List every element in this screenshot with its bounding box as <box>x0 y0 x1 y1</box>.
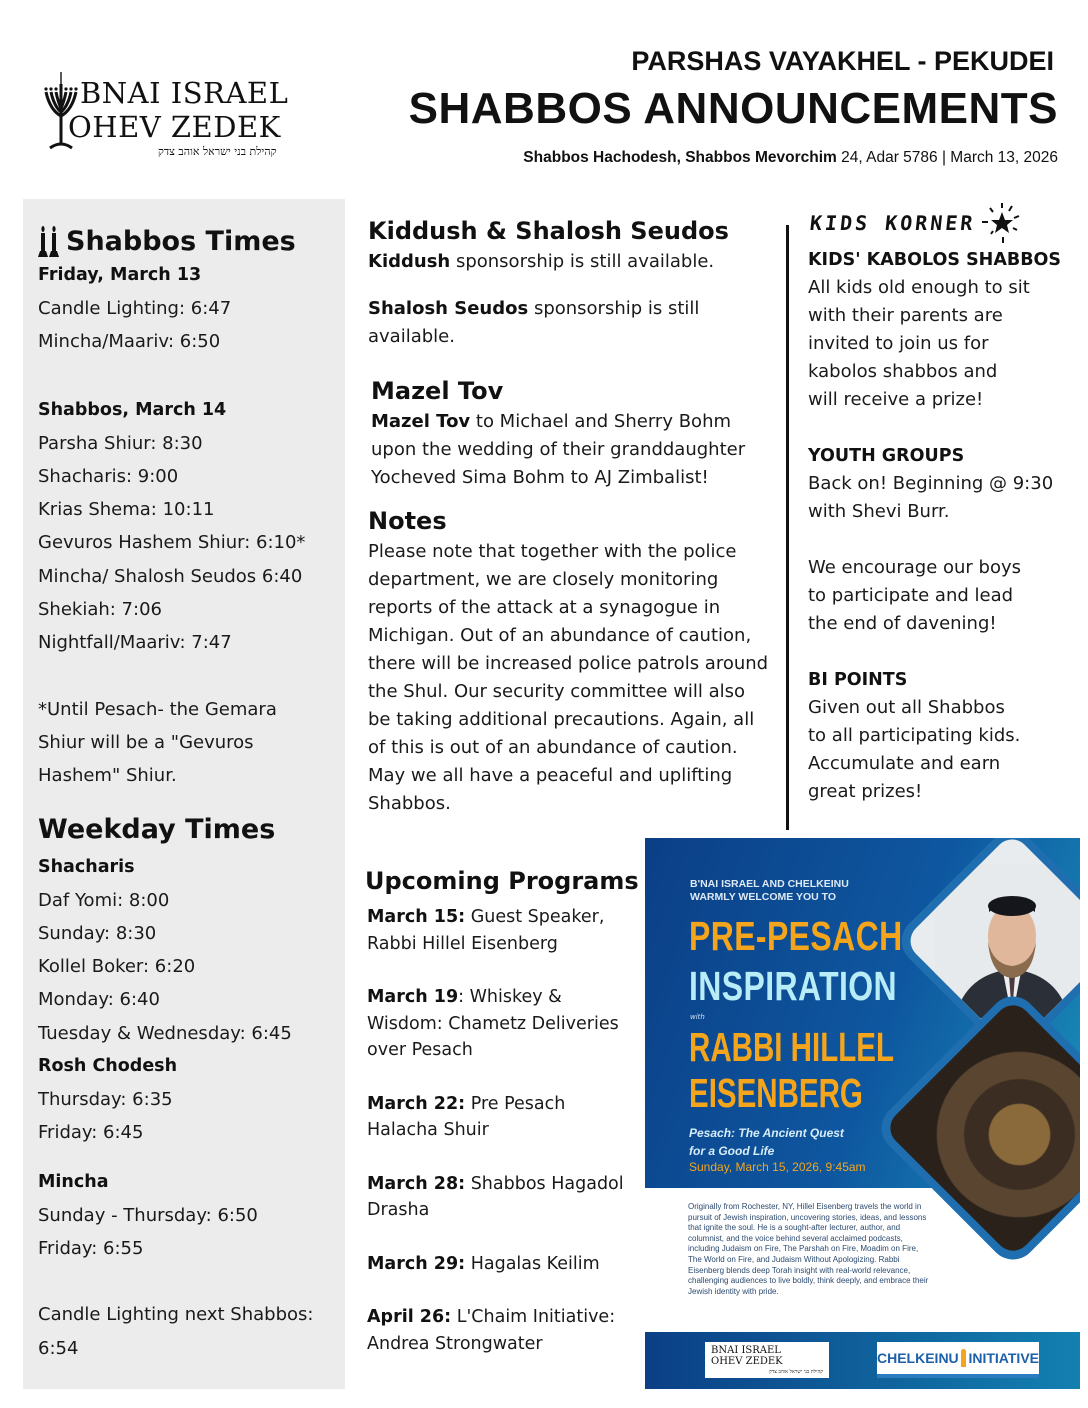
kiddush-rest: sponsorship is still available. <box>450 251 715 272</box>
flyer-logo-line: BNAI ISRAEL <box>711 1345 781 1356</box>
kiddush-text <box>368 248 773 276</box>
program-date: March 19 <box>367 987 459 1007</box>
kids-line: Given out all Shabbos <box>808 697 1005 718</box>
youth-heading: YOUTH GROUPS <box>808 446 965 466</box>
footnote-line: Hashem" Shiur. <box>38 765 177 787</box>
column-divider <box>786 225 789 830</box>
upcoming-programs <box>365 862 640 1384</box>
next-candle-line: Candle Lighting next Shabbos: <box>38 1304 314 1326</box>
page-title: SHABBOS ANNOUNCEMENTS <box>408 84 1058 133</box>
mazel-tov-heading: Mazel Tov <box>371 377 504 405</box>
kids-line: the end of davening! <box>808 613 997 634</box>
mazel-tov-rest: to Michael and Sherry Bohm upon the wedding of their granddaughter Yocheved Sima Bohm to AJ Zimbalist! <box>371 411 746 488</box>
program-item <box>365 904 640 957</box>
time-line: Shacharis: 9:00 <box>38 465 179 487</box>
flyer-bnai-israel-logo <box>705 1342 829 1378</box>
flyer-banner <box>645 838 1080 1188</box>
flyer-talk-title <box>689 1124 844 1160</box>
announcements-column <box>368 215 773 818</box>
flyer-welcome <box>690 878 849 904</box>
kids-korner-title <box>808 200 1083 246</box>
program-text: L'Chaim Initiative: Andrea Strongwater <box>367 1307 616 1354</box>
shabbos-day-heading: Shabbos, March 14 <box>38 399 227 420</box>
kids-line: Accumulate and earn <box>808 753 1001 774</box>
flyer-title-1: PRE-PESACH <box>689 913 903 959</box>
friday-heading: Friday, March 13 <box>38 265 202 285</box>
logo-line-2: OHEV ZEDEK <box>68 110 281 144</box>
time-line: Candle Lighting: 6:47 <box>38 298 232 319</box>
kids-line: All kids old enough to sit <box>808 277 1030 298</box>
speaker-portrait-icon <box>935 864 1080 1018</box>
kids-line: with their parents are <box>808 305 1003 326</box>
time-line: Mincha/ Shalosh Seudos 6:40 <box>38 565 303 587</box>
star-burst-icon <box>979 200 1025 246</box>
kabolos-heading: KIDS' KABOLOS SHABBOS <box>808 250 1062 270</box>
mazel-tov-text <box>368 408 768 492</box>
kids-line: kabolos shabbos and <box>808 361 998 382</box>
shalosh-seudos-text <box>368 295 713 351</box>
synagogue-logo <box>40 66 330 166</box>
flyer-logo-line: OHEV ZEDEK <box>711 1356 783 1367</box>
flyer-speaker-2: EISENBERG <box>689 1070 863 1116</box>
program-text: Shabbos Hagadol Drasha <box>367 1173 624 1220</box>
mincha-heading: Mincha <box>38 1171 109 1192</box>
program-date: March 28: <box>367 1173 466 1194</box>
time-line: Friday: 6:55 <box>38 1237 144 1259</box>
shabbos-times-title: Shabbos Times <box>66 226 296 257</box>
kids-line: to all participating kids. <box>808 725 1021 746</box>
kids-line: We encourage our boys <box>808 557 1022 578</box>
candles-icon <box>38 226 60 258</box>
kiddush-heading: Kiddush & Shalosh Seudos <box>368 217 729 245</box>
time-line: Daf Yomi: 8:00 <box>38 889 170 911</box>
time-line: Monday: 6:40 <box>38 989 160 1011</box>
rosh-chodesh-heading: Rosh Chodesh <box>38 1056 178 1077</box>
notes-text: Please note that together with the police department, we are closely monitoring reports of the attack at a synagogue in Michigan. Out of an abundance of caution, there will be increased police patrols around the Shul. Our security committee will also be taking additional precautions. Again, all of this is out of an abundance of caution. May we all have a peaceful and uplifting Shabbos. <box>368 541 769 814</box>
upcoming-heading: Upcoming Programs <box>365 867 639 895</box>
program-item <box>365 1091 640 1144</box>
parsha-title: PARSHAS VAYAKHEL - PEKUDEI <box>631 46 1054 76</box>
program-date: March 15: <box>367 907 466 927</box>
kids-line: to participate and lead <box>808 585 1014 606</box>
flyer-bio: Originally from Rochester, NY, Hillel Eisenberg travels the world in pursuit of Jewish inspiration, uncovering stories, ideas, and lessons that ignite the soul. He is a sought-after lecturer, author, and columnist, and the voice behind several acclaimed podcasts, including Judaism on Fire, The Parshah on Fire, Moadim on Fire, The World on Fire, and Judaism Without Apologizing. Rabbi Eisenberg blends deep Torah insight with real-world relevance, challenging audiences to live boldly, think deeply, and embrace their Jewish identity with pride. <box>688 1202 929 1296</box>
time-line: Sunday: 8:30 <box>38 922 157 944</box>
time-line: Friday: 6:45 <box>38 1122 144 1144</box>
program-item <box>365 1251 640 1278</box>
kids-line: Back on! Beginning @ 9:30 <box>808 473 1054 494</box>
program-item <box>365 1304 640 1357</box>
flyer-date: Sunday, March 15, 2026, 9:45am <box>689 1160 866 1174</box>
subtitle-bold: Shabbos Hachodesh, Shabbos Mevorchim <box>523 149 837 166</box>
weekday-times-heading: Weekday Times <box>38 813 276 845</box>
flyer-chelkeinu-logo <box>877 1342 1039 1378</box>
notes-heading: Notes <box>368 507 447 535</box>
time-line: Tuesday & Wednesday: 6:45 <box>38 1022 292 1044</box>
people-icon <box>961 1349 967 1367</box>
time-line: Thursday: 6:35 <box>38 1089 173 1111</box>
flyer-with: with <box>690 1013 705 1021</box>
footnote-line: Shiur will be a "Gevuros <box>38 731 254 753</box>
flyer-talk-line: Pesach: The Ancient Quest <box>689 1126 844 1140</box>
mazel-tov-bold: Mazel Tov <box>371 411 471 432</box>
flyer-welcome-line: B'NAI ISRAEL AND CHELKEINU <box>690 878 849 890</box>
time-line: Sunday - Thursday: 6:50 <box>38 1204 258 1226</box>
flyer-speaker-1: RABBI HILLEL <box>689 1024 894 1070</box>
chelkeinu-label: CHELKEINU <box>877 1350 959 1366</box>
time-line: Parsha Shiur: 8:30 <box>38 432 203 454</box>
time-line: Gevuros Hashem Shiur: 6:10* <box>38 532 306 554</box>
kids-korner-label: KIDS KORNER <box>808 211 977 235</box>
time-line: Kollel Boker: 6:20 <box>38 956 196 978</box>
program-item <box>365 984 640 1064</box>
program-text: Hagalas Keilim <box>465 1253 600 1274</box>
time-line: Krias Shema: 10:11 <box>38 499 215 521</box>
flyer-footer <box>645 1332 1080 1389</box>
footnote-line: *Until Pesach- the Gemara <box>38 698 277 720</box>
shalosh-seudos-rest: sponsorship is still available. <box>368 298 700 347</box>
times-sidebar <box>23 199 345 1389</box>
kids-line: great prizes! <box>808 781 923 802</box>
kids-line: with Shevi Burr. <box>808 501 950 522</box>
shacharis-heading: Shacharis <box>38 856 135 877</box>
flyer-title-2: INSPIRATION <box>689 963 898 1009</box>
kids-korner <box>808 200 1080 806</box>
program-text: Guest Speaker, Rabbi Hillel Eisenberg <box>367 907 605 954</box>
time-line: Nightfall/Maariv: 7:47 <box>38 632 232 654</box>
kiddush-bold: Kiddush <box>368 251 451 272</box>
program-date: March 29: <box>367 1253 466 1274</box>
program-text: : Whiskey & Wisdom: Chametz Deliveries over Pesach <box>367 987 619 1060</box>
program-date: April 26: <box>367 1307 452 1327</box>
flyer-logo-hebrew: קהילת בני ישראל אוהב צדק <box>769 1369 823 1375</box>
shalosh-seudos-bold: Shalosh Seudos <box>368 298 529 319</box>
program-item <box>365 1171 640 1224</box>
flyer-welcome-line: WARMLY WELCOME YOU TO <box>690 891 837 903</box>
shabbos-times-heading <box>38 225 330 259</box>
page-subtitle <box>523 149 1058 167</box>
program-date: March 22: <box>367 1093 466 1114</box>
next-candle-line: 6:54 <box>38 1337 79 1359</box>
logo-line-1: BNAI ISRAEL <box>80 76 289 110</box>
kids-line: will receive a prize! <box>808 389 984 410</box>
logo-hebrew: קהילת בני ישראל אוהב צדק <box>158 145 277 158</box>
kids-line: invited to join us for <box>808 333 989 354</box>
flyer-talk-line: for a Good Life <box>689 1144 775 1158</box>
subtitle-date: 24, Adar 5786 | March 13, 2026 <box>836 149 1058 166</box>
points-heading: BI POINTS <box>808 670 908 690</box>
time-line: Shekiah: 7:06 <box>38 599 162 621</box>
time-line: Mincha/Maariv: 6:50 <box>38 331 221 353</box>
initiative-label: INITIATIVE <box>968 1350 1039 1366</box>
event-flyer <box>645 838 1080 1389</box>
program-text: Pre Pesach Halacha Shuir <box>367 1093 566 1140</box>
